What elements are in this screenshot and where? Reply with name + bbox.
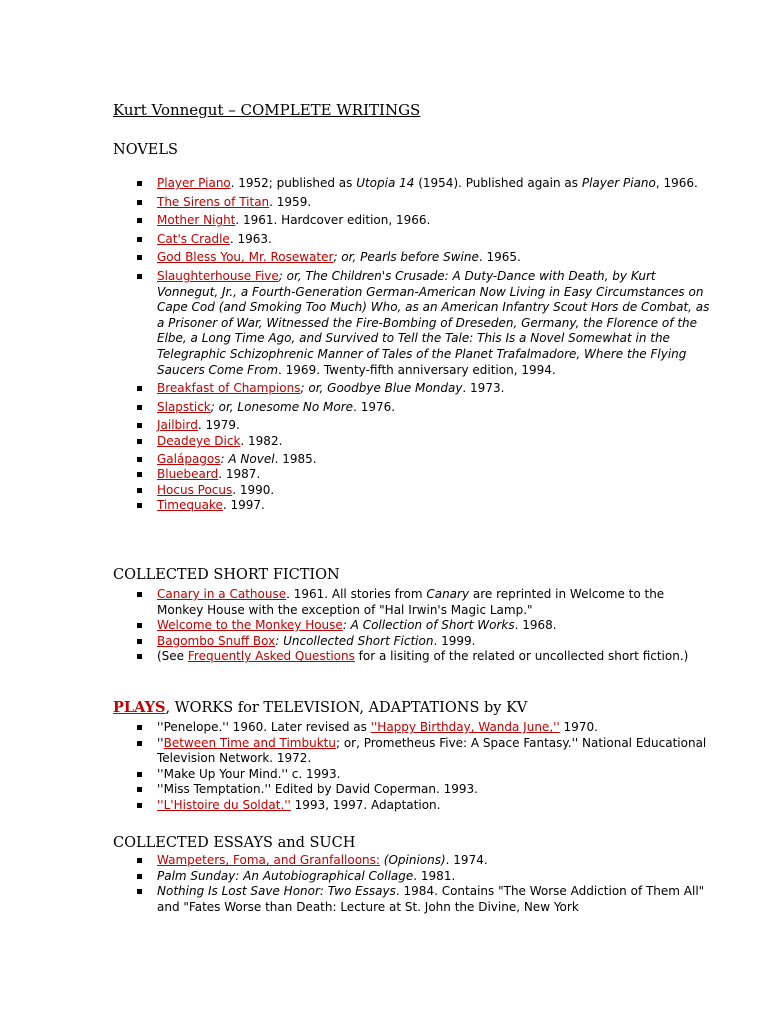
link-between-time-and-timbuktu[interactable]: Between Time and Timbuktu — [163, 735, 336, 750]
list-item: ''L'Histoire du Soldat.'' 1993, 1997. Adaptation. — [136, 798, 711, 814]
link-jailbird[interactable]: Jailbird — [157, 418, 198, 433]
list-item: Slaughterhouse Five; or, The Children's Crusade: A Duty-Dance with Death, by Kurt Vonnegut, Jr., a Fourth-Generation German-American Now Living in Easy Circumstances on Cape Cod (and Smoking Too Much) Who, as an American Infantry Scout Hors de Combat, as a Prisoner of War, Witnessed the Fire-Bombing of Dreseden, Germany, the Florence of the Elbe, a Long Time Ago, and Survived to Tell the Tale: This Is a Novel Somewhat in the Telegraphic Schizophrenic Manner of Tales of the Planet Trafalmadore, Where the Flying Saucers Come From. 1969. Twenty-fifth anniversary edition, 1994. — [136, 269, 711, 378]
list-item: Hocus Pocus. 1990. — [136, 483, 711, 499]
link-galapagos[interactable]: Galápagos — [157, 451, 221, 466]
link-deadeye-dick[interactable]: Deadeye Dick — [157, 433, 241, 448]
link-breakfast-of-champions[interactable]: Breakfast of Champions — [157, 381, 301, 396]
list-item: Jailbird. 1979. — [136, 418, 711, 434]
list-item: (See Frequently Asked Questions for a lisiting of the related or uncollected short fiction.) — [136, 649, 711, 665]
heading-short-fiction: COLLECTED SHORT FICTION — [113, 567, 340, 583]
link-bagombo-snuff-box[interactable]: Bagombo Snuff Box — [157, 633, 276, 648]
link-player-piano[interactable]: Player Piano — [157, 176, 231, 190]
list-item: Slapstick; or, Lonesome No More. 1976. — [136, 400, 711, 416]
document-title: Kurt Vonnegut – COMPLETE WRITINGS — [113, 101, 421, 119]
list-item: Welcome to the Monkey House: A Collection of Short Works. 1968. — [136, 618, 711, 634]
link-slaughterhouse-five[interactable]: Slaughterhouse Five — [157, 268, 279, 283]
link-canary-in-a-cathouse[interactable]: Canary in a Cathouse — [157, 587, 287, 601]
heading-novels: NOVELS — [113, 142, 178, 158]
link-plays[interactable]: PLAYS — [113, 699, 166, 716]
list-item: Canary in a Cathouse. 1961. All stories from Canary are reprinted in Welcome to the Monkey House with the exception of "Hal Irwin's Magic Lamp." — [136, 587, 711, 618]
link-hocus-pocus[interactable]: Hocus Pocus — [157, 482, 233, 497]
list-item: Cat's Cradle. 1963. — [136, 232, 711, 248]
link-histoire-du-soldat[interactable]: ''L'Histoire du Soldat.'' — [157, 797, 291, 812]
link-bluebeard[interactable]: Bluebeard — [157, 467, 219, 482]
list-item: Galápagos: A Novel. 1985. — [136, 452, 711, 468]
link-faq[interactable]: Frequently Asked Questions — [187, 649, 355, 664]
list-item: The Sirens of Titan. 1959. — [136, 195, 711, 211]
link-mother-night[interactable]: Mother Night — [157, 213, 236, 228]
list-item: Timequake. 1997. — [136, 498, 711, 514]
list-item: ''Penelope.'' 1960. Later revised as ''Happy Birthday, Wanda June,'' 1970. — [136, 720, 711, 736]
link-timequake[interactable]: Timequake — [157, 498, 223, 513]
plays-list — [136, 720, 711, 814]
list-item: Nothing Is Lost Save Honor: Two Essays. 1984. Contains "The Worse Addiction of Them All" and "Fates Worse than Death: Lecture at St. John the Divine, New York — [136, 884, 711, 915]
list-item: Player Piano. 1952; published as Utopia 14 (1954). Published again as Player Piano, 1966. — [136, 176, 711, 192]
list-item: Breakfast of Champions; or, Goodbye Blue Monday. 1973. — [136, 381, 711, 397]
list-item: ''Make Up Your Mind.'' c. 1993. — [136, 767, 711, 783]
link-welcome-to-monkey-house[interactable]: Welcome to the Monkey House — [157, 618, 343, 633]
list-item: Wampeters, Foma, and Granfalloons: (Opinions). 1974. — [136, 853, 711, 869]
list-item: Bluebeard. 1987. — [136, 467, 711, 483]
list-item: Mother Night. 1961. Hardcover edition, 1966. — [136, 213, 711, 229]
short-fiction-list — [136, 587, 711, 665]
link-slapstick[interactable]: Slapstick — [157, 399, 211, 414]
list-item: Bagombo Snuff Box: Uncollected Short Fiction. 1999. — [136, 634, 711, 650]
essays-list — [136, 853, 711, 915]
heading-plays: PLAYS, WORKS for TELEVISION, ADAPTATIONS by KV — [113, 699, 528, 716]
list-item: ''Miss Temptation.'' Edited by David Coperman. 1993. — [136, 782, 711, 798]
link-god-bless-you[interactable]: God Bless You, Mr. Rosewater — [157, 250, 334, 265]
list-item: Deadeye Dick. 1982. — [136, 434, 711, 450]
link-wampeters[interactable]: Wampeters, Foma, and Granfalloons: — [157, 853, 380, 867]
list-item: God Bless You, Mr. Rosewater; or, Pearls before Swine. 1965. — [136, 250, 711, 266]
link-cats-cradle[interactable]: Cat's Cradle — [157, 231, 230, 246]
link-sirens-of-titan[interactable]: The Sirens of Titan — [157, 194, 270, 209]
link-happy-birthday-wanda-june[interactable]: ''Happy Birthday, Wanda June,'' — [370, 720, 560, 734]
list-item: ''Between Time and Timbuktu; or, Prometheus Five: A Space Fantasy.'' National Educational Television Network. 1972. — [136, 736, 711, 767]
heading-essays: COLLECTED ESSAYS and SUCH — [113, 835, 356, 851]
novels-list — [136, 176, 711, 514]
list-item: Palm Sunday: An Autobiographical Collage. 1981. — [136, 869, 711, 885]
